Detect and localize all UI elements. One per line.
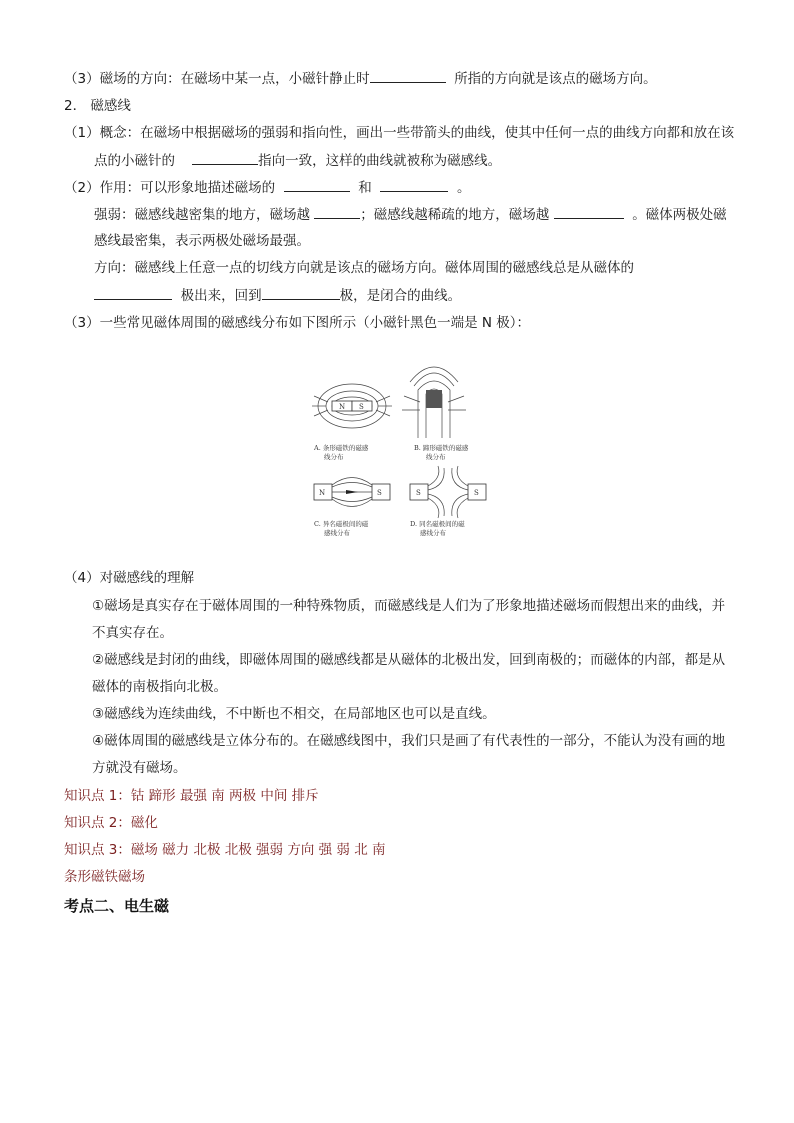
line-strength-cont: 感线最密集，表示两极处磁场最强。 (94, 233, 310, 249)
heading-magnetic-lines: 2． 磁感线 (64, 98, 131, 114)
pole-label: N (319, 489, 326, 497)
magnetic-field-figure (306, 366, 492, 544)
line-magnetic-direction: （3）磁场的方向：在磁场中某一点，小磁针静止时 所指的方向就是该点的磁场方向。 (64, 68, 657, 89)
understanding-2: ②磁感线是封闭的曲线，即磁体周围的磁感线都是从磁体的北极出发，回到南极的；而磁体的内部，都是从 (92, 652, 726, 668)
line-direction: 方向：磁感线上任意一点的切线方向就是该点的磁场方向。磁体周围的磁感线总是从磁体的 (94, 260, 634, 276)
answer-key-2: 知识点 2：磁化 (64, 815, 158, 831)
section-heading: 考点二、电生磁 (64, 897, 170, 915)
answer-blank[interactable] (380, 177, 448, 192)
understanding-3: ③磁感线为连续曲线，不中断也不相交，在局部地区也可以是直线。 (92, 706, 496, 722)
pole-label: S (359, 403, 364, 411)
answer-key-4: 条形磁铁磁场 (64, 869, 145, 885)
line-common-magnets: （3）一些常见磁体周围的磁感线分布如下图所示（小磁针黑色一端是 N 极）： (64, 315, 531, 331)
pole-label: S (377, 489, 382, 497)
answer-blank[interactable] (370, 68, 446, 83)
answer-key-1: 知识点 1：钴 蹄形 最强 南 两极 中间 排斥 (64, 788, 319, 804)
answer-blank[interactable] (262, 285, 340, 300)
line-concept-cont: 点的小磁针的 指向一致，这样的曲线就被称为磁感线。 (94, 150, 501, 171)
answer-blank[interactable] (554, 204, 624, 219)
pole-label: N (339, 403, 346, 411)
answer-key-3: 知识点 3：磁场 磁力 北极 北极 强弱 方向 强 弱 北 南 (64, 842, 386, 858)
figure-caption: B. 蹄形磁铁的磁感 (414, 444, 469, 452)
figure-caption: 线分布 (324, 453, 344, 461)
understanding-1: ①磁场是真实存在于磁体周围的一种特殊物质，而磁感线是人们为了形象地描述磁场而假想出来的曲线，并 (92, 598, 726, 614)
figure-caption: C. 异名磁极间的磁 (314, 520, 369, 528)
line-strength: 强弱：磁感线越密集的地方，磁场越 ；磁感线越稀疏的地方，磁场越 。磁体两极处磁 (94, 204, 727, 225)
figure-caption: A. 条形磁铁的磁感 (314, 444, 369, 452)
understanding-1-cont: 不真实存在。 (92, 625, 173, 641)
understanding-4-cont: 方就没有磁场。 (92, 760, 187, 776)
answer-blank[interactable] (284, 177, 350, 192)
understanding-4: ④磁体周围的磁感线是立体分布的。在磁感线图中，我们只是画了有代表性的一部分，不能认为没有画的地 (92, 733, 726, 749)
figure-caption: D. 同名磁极间的磁 (410, 520, 465, 528)
answer-blank[interactable] (314, 204, 360, 219)
figure-caption: 线分布 (426, 453, 446, 461)
answer-blank[interactable] (192, 150, 258, 165)
figure-caption: 感线分布 (420, 529, 446, 537)
line-concept: （1）概念：在磁场中根据磁场的强弱和指向性，画出一些带箭头的曲线，使其中任何一点的曲线方向都和放在该 (64, 125, 735, 141)
line-function: （2）作用：可以形象地描述磁场的 和 。 (64, 177, 470, 198)
pole-label: S (474, 489, 479, 497)
line-direction-cont: 极出来，回到 极，是闭合的曲线。 (94, 285, 461, 306)
answer-blank[interactable] (94, 285, 172, 300)
figure-caption: 感线分布 (324, 529, 350, 537)
understanding-2-cont: 磁体的南极指向北极。 (92, 679, 227, 695)
heading-understanding: （4）对磁感线的理解 (64, 570, 195, 586)
pole-label: S (416, 489, 421, 497)
